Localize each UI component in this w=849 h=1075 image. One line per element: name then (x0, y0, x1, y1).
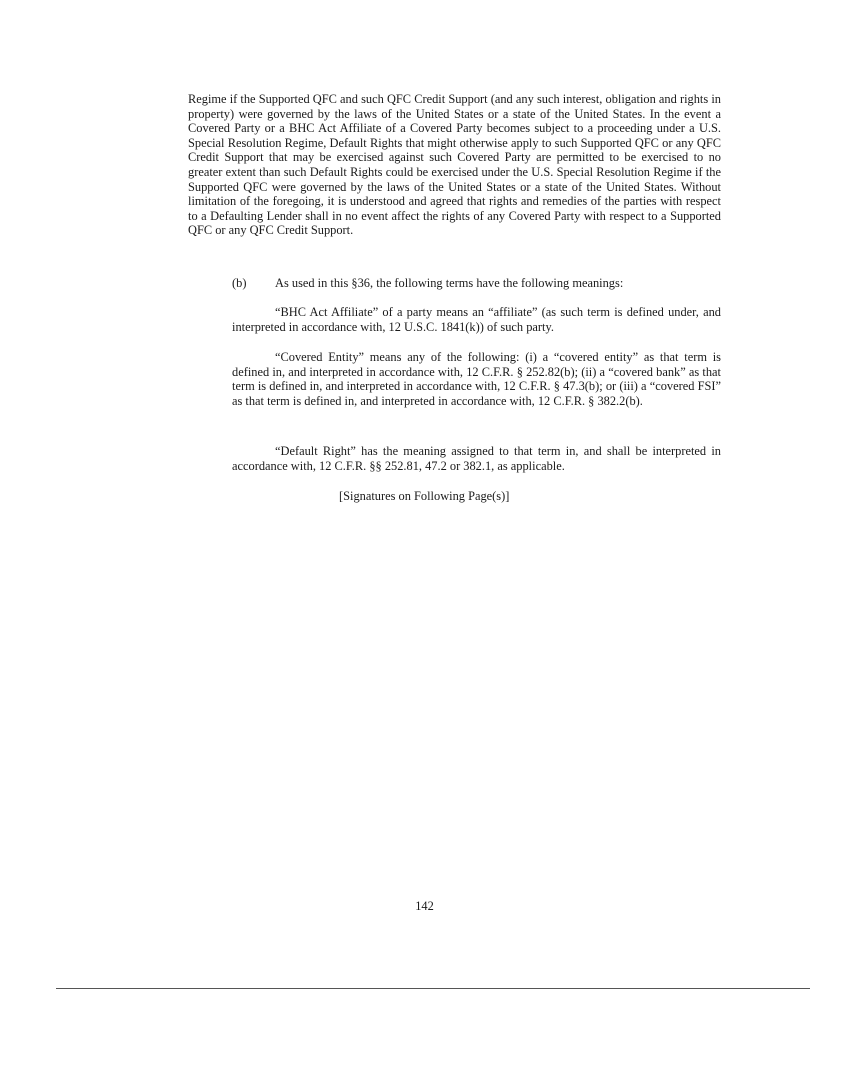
page-number: 142 (415, 899, 434, 913)
footer-divider (56, 988, 810, 989)
section-b (232, 276, 721, 291)
signatures-note: [Signatures on Following Page(s)] (339, 489, 510, 503)
definition-bhc-act-affiliate: “BHC Act Affiliate” of a party means an “affiliate” (as such term is defined under, and interpreted in accordance with, 12 U.S.C. 1841(k)) of such party. (232, 305, 721, 334)
paragraph-continuation: Regime if the Supported QFC and such QFC Credit Support (and any such interest, obligation and rights in property) were governed by the laws of the United States or a state of the United States. In the event a Covered Party or a BHC Act Affiliate of a Covered Party becomes subject to a proceeding under a U.S. Special Resolution Regime, Default Rights that might otherwise apply to such Supported QFC or any QFC Credit Support that may be exercised against such Covered Party are permitted to be exercised to no greater extent than such Default Rights could be exercised under the U.S. Special Resolution Regime if the Supported QFC were governed by the laws of the United States or a state of the United States. Without limitation of the foregoing, it is understood and agreed that rights and remedies of the parties with respect to a Defaulting Lender shall in no event affect the rights of any Covered Party with respect to a Supported QFC or any QFC Credit Support. (188, 92, 721, 238)
section-b-text: As used in this §36, the following terms have the following meanings: (275, 276, 624, 290)
section-b-label: (b) (232, 276, 247, 290)
definition-default-right: “Default Right” has the meaning assigned to that term in, and shall be interpreted in accordance with, 12 C.F.R. §§ 252.81, 47.2 or 382.1, as applicable. (232, 444, 721, 473)
definition-covered-entity: “Covered Entity” means any of the following: (i) a “covered entity” as that term is defined in, and interpreted in accordance with, 12 C.F.R. § 252.82(b); (ii) a “covered bank” as that term is defined in, and interpreted in accordance with, 12 C.F.R. § 47.3(b); or (iii) a “covered FSI” as that term is defined in, and interpreted in accordance with, 12 C.F.R. § 382.2(b). (232, 350, 721, 408)
